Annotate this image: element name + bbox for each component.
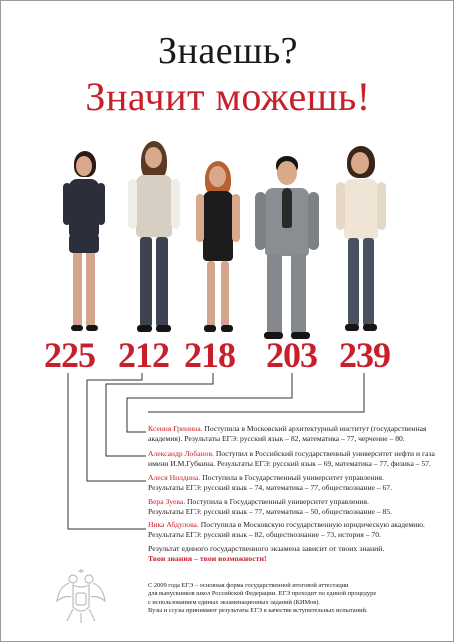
student-text: Поступила в Государственный университет управления. bbox=[200, 473, 384, 482]
student-results: Результаты ЕГЭ: русский язык – 74, математика – 77, обществознание – 67. bbox=[148, 483, 392, 492]
student-results: имени И.М.Губкина. Результаты ЕГЭ: русский язык – 69, математика – 77, физика – 57. bbox=[148, 459, 431, 468]
score-2: 212 bbox=[118, 335, 169, 375]
student-name: Вера Зуева. bbox=[148, 497, 186, 506]
student-results: Результаты ЕГЭ: русский язык – 77, математика – 50, обществознание – 85. bbox=[148, 507, 392, 516]
headline-answer: Значит можешь! bbox=[85, 74, 371, 119]
student-name: Александр Лобанов. bbox=[148, 449, 214, 458]
student-info-5 bbox=[148, 520, 448, 540]
student-name: Ксения Гринина. bbox=[148, 424, 203, 433]
footnote-line: для выпускников школ Российской Федерации. ЕГЭ проходит по единой процедуре bbox=[148, 590, 377, 598]
student-text: Поступила в Московскую государственную юридическую академию. bbox=[198, 520, 425, 529]
score-1: 225 bbox=[44, 335, 95, 375]
student-text: Поступила в Государственный университет управления. bbox=[185, 497, 369, 506]
student-results: Результаты ЕГЭ: русский язык – 82, обществознание – 73, история – 70. bbox=[148, 530, 381, 539]
summary bbox=[148, 544, 448, 564]
summary-line: Результат единого государственного экзамена зависит от твоих знаний. bbox=[148, 544, 385, 553]
footnote-line: Вузы и ссузы принимают результаты ЕГЭ в качестве вступительных испытаний. bbox=[148, 607, 368, 615]
student-name: Алеся Нилдина. bbox=[148, 473, 201, 482]
footnote-line: с использованием единых экзаменационных заданий (КИМов). bbox=[148, 598, 321, 606]
footnote-line: С 2009 года ЕГЭ – основная форма государственной итоговой аттестации bbox=[148, 582, 349, 589]
student-text: Поступила в Московский архитектурный институт (государственная bbox=[202, 424, 427, 433]
headline-question: Знаешь? bbox=[157, 30, 299, 72]
summary-slogan: Твои знания – твои возможности! bbox=[148, 554, 267, 563]
score-3: 218 bbox=[184, 335, 235, 375]
score-4: 203 bbox=[266, 335, 317, 375]
student-info-3 bbox=[148, 473, 448, 493]
score-5: 239 bbox=[339, 335, 390, 375]
student-info-1 bbox=[148, 424, 448, 444]
student-text: Поступил в Российский государственный университет нефти и газа bbox=[213, 449, 435, 458]
coat-of-arms-icon bbox=[51, 567, 111, 627]
student-name: Ника Абдулова. bbox=[148, 520, 199, 529]
student-info-2 bbox=[148, 449, 448, 469]
student-info-4 bbox=[148, 497, 448, 517]
student-results: академия). Результаты ЕГЭ: русский язык – 82, математика – 77, черчение – 80. bbox=[148, 434, 405, 443]
footnote bbox=[148, 582, 448, 616]
